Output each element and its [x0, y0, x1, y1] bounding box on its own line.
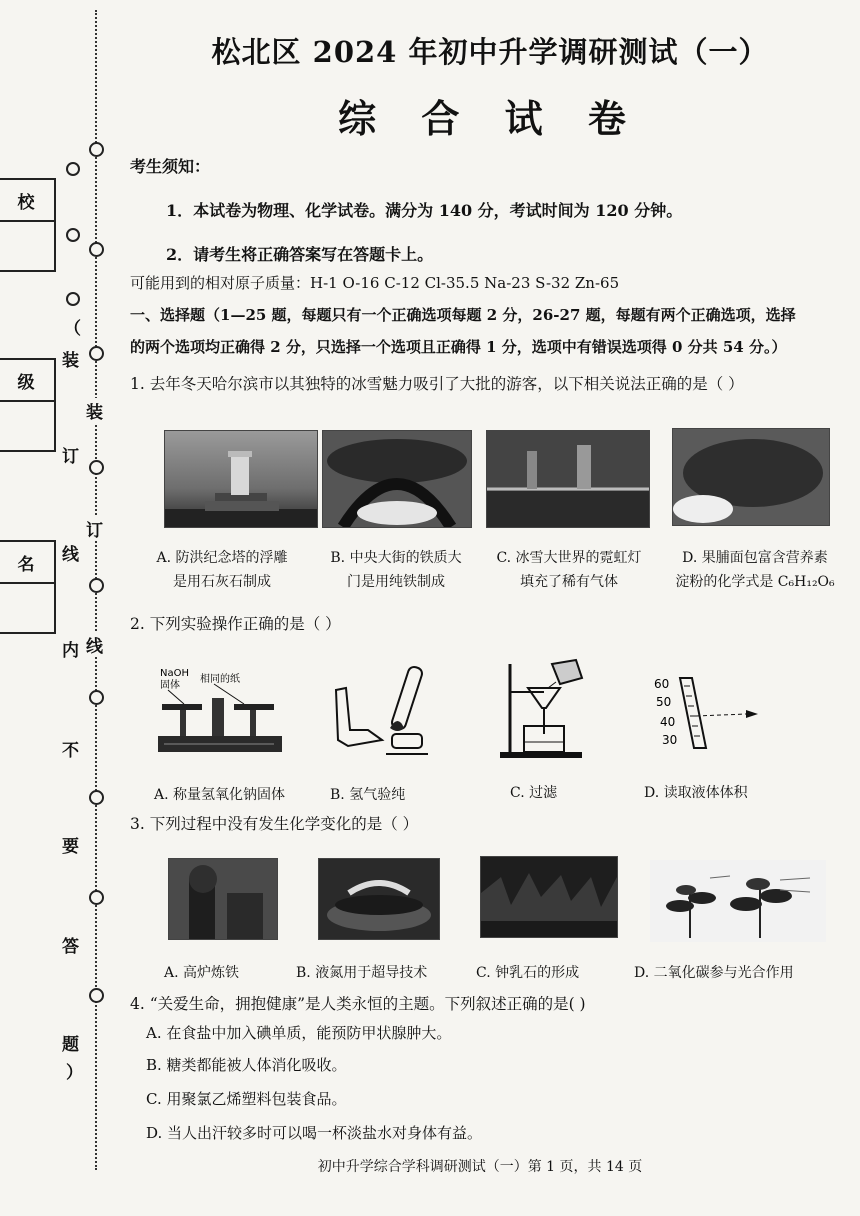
binding-char: 订 — [86, 516, 103, 541]
scale-30: 30 — [662, 733, 678, 747]
q4-option-c: C. 用聚氯乙烯塑料包装食品。 — [146, 1090, 347, 1108]
q3-option-c: C. 钟乳石的形成 — [476, 965, 580, 981]
q1-option-c-line2: 填充了稀有气体 — [520, 574, 618, 590]
q1-option-a-line2: 是用石灰石制成 — [173, 574, 271, 590]
name-blank — [0, 584, 54, 632]
school-label: 校 — [0, 180, 54, 222]
monument-icon — [165, 431, 317, 527]
binding-char: 要 — [62, 837, 79, 857]
paper-label: 相同的纸 — [200, 674, 240, 685]
q1-option-d — [670, 546, 840, 594]
binding-char: 订 — [62, 447, 79, 467]
q1-option-b-line2: 门是用纯铁制成 — [347, 574, 445, 590]
binding-hole — [89, 460, 104, 475]
binding-char: 内 — [62, 641, 79, 661]
binding-ring — [66, 162, 80, 176]
q3-photo-c — [480, 856, 618, 938]
q4-option-d: D. 当人出汗较多时可以喝一杯淡盐水对身体有益。 — [146, 1124, 483, 1142]
scale-50: 50 — [656, 695, 672, 709]
notice-item: 1．本试卷为物理、化学试卷。满分为 140 分，考试时间为 120 分钟。 — [166, 201, 683, 220]
class-blank — [0, 402, 54, 450]
binding-hole — [89, 346, 104, 361]
balance-scale-figure — [154, 664, 286, 758]
q2-option-c: C. 过滤 — [510, 785, 558, 801]
section1-line1: 一、选择题（1—25 题，每题只有一个正确选项每题 2 分，26-27 题，每题有两个正确选项，选择 — [130, 306, 796, 324]
page-footer: 初中升学综合学科调研测试（一）第 1 页，共 14 页 — [317, 1159, 643, 1175]
q1-option-a-line1: A. 防洪纪念塔的浮雕 — [156, 550, 288, 566]
q4-stem: 4. “关爱生命，拥抱健康”是人类永恒的主题。下列叙述正确的是( ) — [130, 995, 586, 1013]
atomic-masses: 可能用到的相对原子质量：H-1 O-16 C-12 Cl-35.5 Na-23 S-32 Zn-65 — [130, 274, 620, 292]
q3-option-b: B. 液氮用于超导技术 — [296, 965, 428, 981]
section1-line2: 的两个选项均正确得 2 分，只选择一个选项且正确得 1 分，选项中有错误选项得 0 分共 54 分。） — [130, 338, 787, 356]
school-blank — [0, 222, 54, 270]
superconductor-icon — [319, 859, 439, 939]
exam-subtitle: 综 合 试 卷 — [338, 96, 642, 141]
q2-option-d: D. 读取液体体积 — [644, 785, 748, 801]
binding-char: ） — [66, 1063, 83, 1083]
name-label: 名 — [0, 542, 54, 584]
binding-hole — [89, 142, 104, 157]
class-label: 级 — [0, 360, 54, 402]
filtration-figure — [494, 656, 594, 762]
q1-photo-b — [322, 430, 472, 528]
q1-photo-d — [672, 428, 830, 526]
binding-hole — [89, 890, 104, 905]
q1-option-d-line1: D. 果脯面包富含营养素 — [682, 550, 828, 566]
exam-title: 松北区 2024 年初中升学调研测试（一） — [211, 35, 769, 69]
binding-char: 题 — [62, 1035, 79, 1055]
q1-option-c — [484, 546, 654, 594]
notice-heading: 考生须知： — [130, 157, 211, 176]
hydrogen-test-figure — [328, 660, 438, 760]
q1-option-b-line1: B. 中央大街的铁质大 — [330, 550, 462, 566]
q2-stem: 2. 下列实验操作正确的是（ ） — [130, 615, 341, 633]
naoh-label: NaOH — [160, 668, 189, 679]
binding-hole — [89, 578, 104, 593]
scale-40: 40 — [660, 715, 676, 729]
binding-ring — [66, 228, 80, 242]
stalactite-icon — [481, 857, 617, 937]
name-field — [0, 540, 56, 634]
q3-photo-a — [168, 858, 278, 940]
q1-stem: 1. 去年冬天哈尔滨市以其独特的冰雪魅力吸引了大批的游客，以下相关说法正确的是（ ） — [130, 375, 744, 393]
binding-hole — [89, 988, 104, 1003]
class-field — [0, 358, 56, 452]
q1-option-a — [142, 546, 302, 594]
blast-furnace-icon — [169, 859, 277, 939]
binding-char: 装 — [62, 351, 79, 371]
school-field — [0, 178, 56, 272]
neon-lights-icon — [487, 431, 649, 527]
q1-option-b — [316, 546, 476, 594]
q3-option-d: D. 二氧化碳参与光合作用 — [634, 965, 794, 981]
q3-photo-b — [318, 858, 440, 940]
binding-hole — [89, 790, 104, 805]
scale-60: 60 — [654, 677, 670, 691]
binding-char: 装 — [86, 398, 103, 423]
cylinder-reading-figure — [646, 676, 770, 750]
binding-char: 线 — [62, 545, 79, 565]
binding-char: 线 — [86, 632, 103, 657]
photosynthesis-plants-icon — [650, 860, 826, 942]
solid-label: 固体 — [160, 680, 180, 691]
binding-char: （ — [64, 319, 81, 339]
q2-option-b: B. 氢气验纯 — [330, 787, 406, 803]
q3-photo-d — [650, 860, 826, 942]
q1-option-c-line1: C. 冰雪大世界的霓虹灯 — [496, 550, 642, 566]
binding-hole — [89, 690, 104, 705]
q4-option-a: A. 在食盐中加入碘单质，能预防甲状腺肿大。 — [146, 1024, 452, 1042]
q2-option-a: A. 称量氢氧化钠固体 — [154, 787, 286, 803]
q1-photo-a — [164, 430, 318, 528]
bread-icon — [673, 429, 829, 525]
binding-char: 答 — [62, 937, 79, 957]
binding-char: 不 — [62, 741, 79, 761]
notice-item: 2．请考生将正确答案写在答题卡上。 — [166, 245, 434, 264]
binding-ring — [66, 292, 80, 306]
q3-stem: 3. 下列过程中没有发生化学变化的是（ ） — [130, 815, 419, 833]
iron-gate-icon — [323, 431, 471, 527]
q1-option-d-line2: 淀粉的化学式是 C₆H₁₂O₆ — [675, 574, 835, 590]
q3-option-a: A. 高炉炼铁 — [164, 965, 240, 981]
binding-hole — [89, 242, 104, 257]
q1-photo-c — [486, 430, 650, 528]
q4-option-b: B. 糖类都能被人体消化吸收。 — [146, 1056, 347, 1074]
